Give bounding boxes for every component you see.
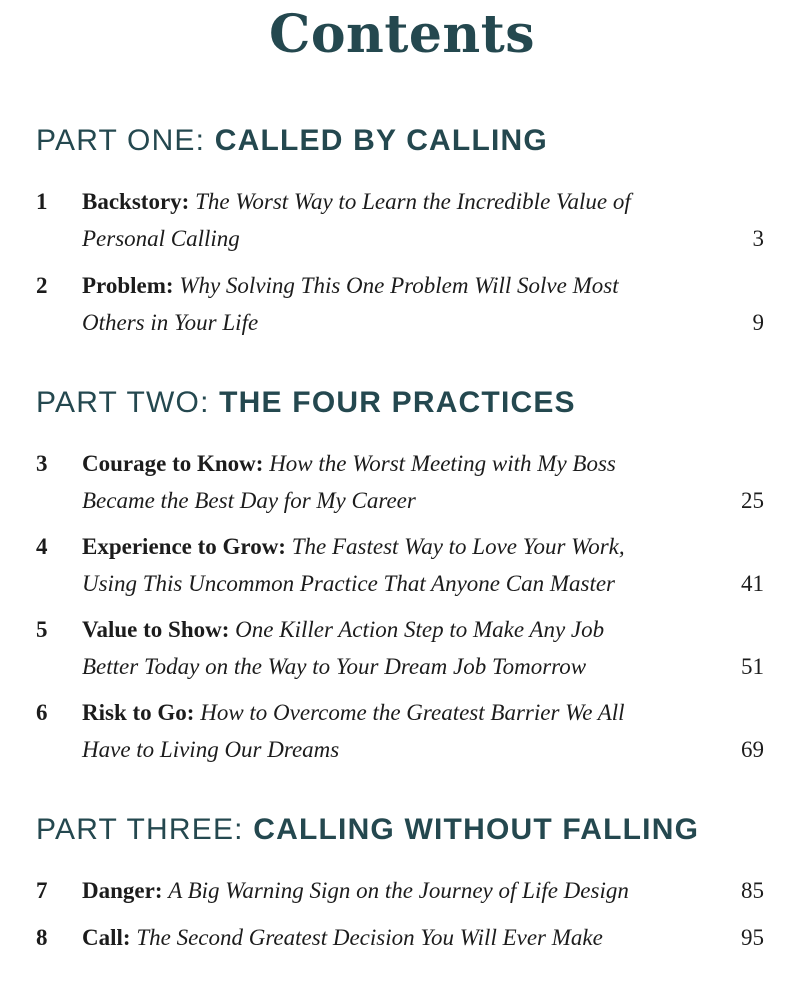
chapter-subtitle-line2: Have to Living Our Dreams — [82, 737, 340, 762]
chapter-label: Backstory: — [82, 189, 190, 214]
chapter-page-number: 69 — [741, 737, 764, 762]
part-heading-two — [36, 385, 576, 421]
chapter-subtitle-line1: How the Worst Meeting with My Boss — [269, 451, 616, 476]
chapter-text — [82, 528, 702, 602]
part-name: CALLING WITHOUT FALLING — [253, 813, 700, 846]
chapter-page-number: 9 — [752, 310, 764, 335]
chapter-number: 2 — [36, 273, 48, 298]
chapter-label: Problem: — [82, 273, 174, 298]
chapter-label: Danger: — [82, 878, 163, 903]
part-prefix: PART ONE: — [36, 124, 206, 157]
part-heading-one — [36, 123, 548, 159]
chapter-number: 1 — [36, 189, 48, 214]
chapter-number: 3 — [36, 451, 48, 476]
chapter-subtitle-line1: The Second Greatest Decision You Will Ever Make — [136, 925, 603, 950]
part-name: CALLED BY CALLING — [214, 124, 548, 157]
chapter-label: Call: — [82, 925, 131, 950]
page-title: Contents — [268, 4, 536, 65]
chapter-subtitle-line2: Using This Uncommon Practice That Anyone Can Master — [82, 571, 616, 596]
chapter-label: Value to Show: — [82, 617, 230, 642]
chapter-page-number: 51 — [741, 654, 764, 679]
chapter-subtitle-line1: One Killer Action Step to Make Any Job — [235, 617, 605, 642]
chapter-number: 7 — [36, 878, 48, 903]
part-name: THE FOUR PRACTICES — [219, 386, 576, 419]
chapter-label: Courage to Know: — [82, 451, 264, 476]
part-prefix: PART TWO: — [36, 386, 210, 419]
chapter-text — [82, 267, 702, 341]
chapter-label: Experience to Grow: — [82, 534, 286, 559]
chapter-number: 4 — [36, 534, 48, 559]
chapter-subtitle-line2: Personal Calling — [82, 226, 240, 251]
chapter-number: 5 — [36, 617, 48, 642]
chapter-text — [82, 872, 702, 909]
chapter-subtitle-line1: Why Solving This One Problem Will Solve Most — [179, 273, 619, 298]
chapter-text — [82, 445, 702, 519]
chapter-number: 6 — [36, 700, 48, 725]
chapter-page-number: 85 — [741, 878, 764, 903]
part-prefix: PART THREE: — [36, 813, 244, 846]
chapter-text — [82, 183, 702, 257]
chapter-subtitle-line1: How to Overcome the Greatest Barrier We All — [200, 700, 625, 725]
chapter-text — [82, 919, 702, 956]
chapter-subtitle-line2: Others in Your Life — [82, 310, 259, 335]
chapter-page-number: 3 — [752, 226, 764, 251]
chapter-page-number: 25 — [741, 488, 764, 513]
chapter-page-number: 95 — [741, 925, 764, 950]
chapter-subtitle-line1: A Big Warning Sign on the Journey of Life Design — [168, 878, 629, 903]
chapter-text — [82, 611, 702, 685]
chapter-page-number: 41 — [741, 571, 764, 596]
chapter-label: Risk to Go: — [82, 700, 195, 725]
chapter-subtitle-line1: The Worst Way to Learn the Incredible Value of — [195, 189, 631, 214]
chapter-subtitle-line2: Became the Best Day for My Career — [82, 488, 416, 513]
chapter-number: 8 — [36, 925, 48, 950]
part-heading-three — [36, 812, 699, 848]
chapter-text — [82, 694, 702, 768]
chapter-subtitle-line1: The Fastest Way to Love Your Work, — [291, 534, 625, 559]
chapter-subtitle-line2: Better Today on the Way to Your Dream Job Tomorrow — [82, 654, 587, 679]
